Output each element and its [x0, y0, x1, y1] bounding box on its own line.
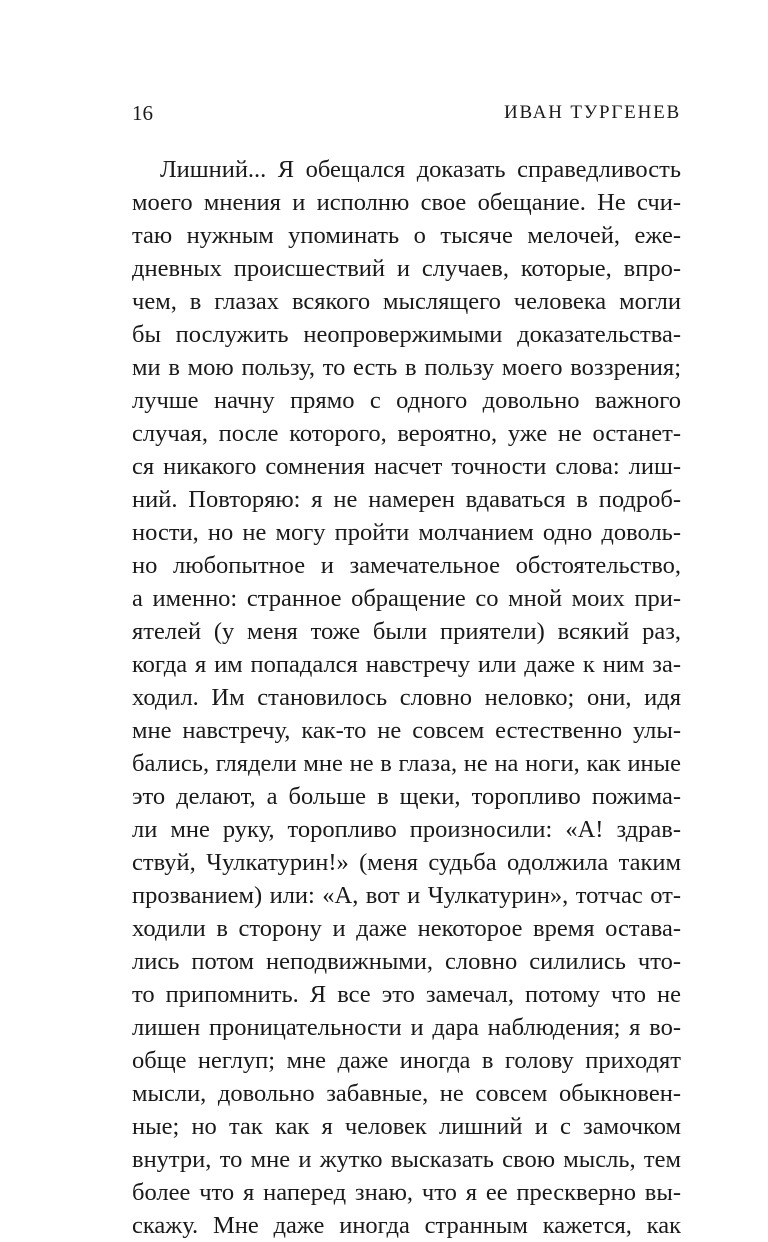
running-title: ИВАН ТУРГЕНЕВ [503, 102, 681, 123]
text-line: бы послужить неопровержимыми доказательства- [132, 321, 681, 348]
text-line: ся никакого сомнения насчет точности слова: лиш- [132, 453, 681, 480]
text-line: обще неглуп; мне даже иногда в голову приходят [132, 1047, 681, 1074]
text-line: ятелей (у меня тоже были приятели) всякий раз, [132, 618, 681, 645]
body-text [132, 153, 681, 1242]
text-line: случая, после которого, вероятно, уже не останет- [132, 420, 681, 447]
text-line: ходили в сторону и даже некоторое время остава- [132, 915, 681, 942]
text-line: ности, но не могу пройти молчанием одно доволь- [132, 519, 681, 546]
text-line: лись потом неподвижными, словно силились что- [132, 948, 681, 975]
text-line: это делают, а больше в щеки, торопливо пожима- [132, 783, 681, 810]
text-line: мысли, довольно забавные, не совсем обыкновен- [132, 1080, 681, 1107]
text-line: но любопытное и замечательное обстоятельство, [132, 552, 681, 579]
text-line: более что я наперед знаю, что я ее прескверно вы- [132, 1179, 681, 1206]
text-line: лучше начну прямо с одного довольно важного [132, 387, 681, 414]
text-line: ствуй, Чулкатурин!» (меня судьба одолжила таким [132, 849, 681, 876]
text-line: Лишний... Я обещался доказать справедливость [160, 156, 681, 183]
text-line: скажу. Мне даже иногда странным кажется, как [132, 1212, 681, 1239]
text-line: лишен проницательности и дара наблюдения; я во- [132, 1014, 681, 1041]
text-line: ные; но так как я человек лишний и с замочком [132, 1113, 681, 1140]
page-number: 16 [132, 101, 153, 125]
text-line: внутри, то мне и жутко высказать свою мысль, тем [132, 1146, 681, 1173]
text-line: прозванием) или: «А, вот и Чулкатурин», тотчас от- [132, 882, 681, 909]
text-line: ходил. Им становилось словно неловко; они, идя [132, 684, 681, 711]
text-line: бались, глядели мне не в глаза, не на ноги, как иные [132, 750, 681, 777]
text-line: ми в мою пользу, то есть в пользу моего воззрения; [132, 354, 681, 381]
running-header [132, 98, 681, 128]
text-line: таю нужным упоминать о тысяче мелочей, еже- [132, 222, 681, 249]
text-line: то припомнить. Я все это замечал, потому что не [132, 981, 681, 1008]
text-line: ли мне руку, торопливо произносили: «А! здрав- [132, 816, 681, 843]
text-line: когда я им попадался навстречу или даже к ним за- [132, 651, 681, 678]
text-line: чем, в глазах всякого мыслящего человека могли [132, 288, 681, 315]
text-line: моего мнения и исполню свое обещание. Не счи- [132, 189, 681, 216]
text-line: мне навстречу, как-то не совсем естественно улы- [132, 717, 681, 744]
text-line: дневных происшествий и случаев, которые, впро- [132, 255, 681, 282]
text-line: ний. Повторяю: я не намерен вдаваться в подроб- [132, 486, 681, 513]
text-line: а именно: странное обращение со мной моих при- [132, 585, 681, 612]
